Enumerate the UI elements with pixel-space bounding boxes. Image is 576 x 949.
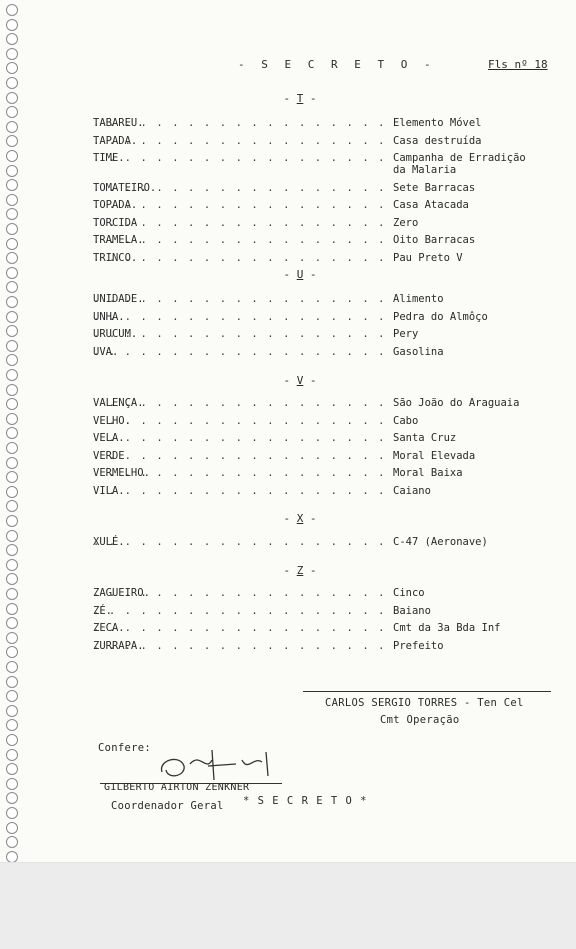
binder-hole [6, 77, 18, 89]
binder-hole [6, 281, 18, 293]
leader-dots [93, 217, 393, 231]
code-word: ZAGUEIRO. [93, 587, 150, 599]
code-word: VERMELHO. [93, 467, 150, 479]
coordinator-name: GILBERTO AIRTON ZENKNER [104, 782, 250, 793]
glossary-row [93, 622, 553, 636]
binder-hole [6, 252, 18, 264]
binder-hole [6, 150, 18, 162]
page-bottom-margin [0, 862, 576, 949]
binder-hole [6, 836, 18, 848]
leader-dots [93, 432, 393, 446]
code-word: UVA. [93, 345, 119, 358]
section-letter-text: X [296, 512, 304, 525]
binder-hole [6, 500, 18, 512]
binder-hole [6, 705, 18, 717]
binder-hole [6, 588, 18, 600]
binder-hole [6, 267, 18, 279]
binder-hole [6, 617, 18, 629]
binder-hole [6, 340, 18, 352]
binder-hole [6, 4, 18, 16]
section-letter-text: Z [296, 564, 304, 577]
code-meaning: Campanha de Erradição [393, 152, 526, 164]
binder-hole [6, 676, 18, 688]
code-meaning: Oito Barracas [393, 234, 476, 246]
code-meaning: Elemento Móvel [393, 117, 482, 129]
code-word: TORCIDA [93, 216, 138, 229]
glossary-row [93, 234, 553, 248]
glossary-row [93, 432, 553, 446]
page-number: Fls nº 18 [488, 58, 548, 71]
binder-hole [6, 471, 18, 483]
binder-hole [6, 661, 18, 673]
binder-hole [6, 208, 18, 220]
binder-hole [6, 48, 18, 60]
leader-dots [93, 415, 393, 429]
glossary-row [93, 450, 553, 464]
binder-hole [6, 749, 18, 761]
section-letter: - X - [283, 512, 317, 525]
binder-hole [6, 603, 18, 615]
code-meaning: Sete Barracas [393, 181, 476, 194]
binder-hole [6, 179, 18, 191]
leader-dots [93, 536, 393, 550]
code-word: ZÉ. [93, 604, 112, 617]
section-letter: - U - [283, 268, 317, 281]
binder-hole [6, 311, 18, 323]
glossary-row [93, 152, 553, 176]
binder-hole [6, 92, 18, 104]
binder-hole [6, 413, 18, 425]
glossary-row [93, 117, 553, 131]
code-meaning: Prefeito [393, 639, 444, 652]
handwritten-signature [150, 742, 290, 787]
glossary-row [93, 536, 553, 550]
glossary-row [93, 217, 553, 231]
code-word: VALENÇA. [93, 397, 144, 409]
section-letter-text: U [296, 268, 304, 281]
glossary-row [93, 587, 553, 601]
binder-hole [6, 296, 18, 308]
code-meaning: São João do Araguaia [393, 397, 520, 409]
binder-hole [6, 690, 18, 702]
signature-line [303, 691, 551, 692]
coordinator-role: Coordenador Geral [111, 800, 224, 812]
binder-hole [6, 354, 18, 366]
code-meaning: Caiano [393, 484, 431, 497]
binder-hole [6, 822, 18, 834]
code-meaning: Moral Elevada [393, 449, 476, 462]
leader-dots [93, 252, 393, 266]
binder-hole [6, 719, 18, 731]
binder-hole [6, 384, 18, 396]
code-meaning: Zero [393, 216, 419, 229]
binder-hole [6, 165, 18, 177]
binder-hole [6, 734, 18, 746]
binder-hole [6, 544, 18, 556]
binder-hole [6, 792, 18, 804]
code-word: TIME. [93, 152, 125, 164]
code-word: ZURRAPA. [93, 639, 144, 652]
code-meaning: Cmt da 3a Bda Inf [393, 622, 501, 634]
binder-hole [6, 194, 18, 206]
binder-hole [6, 121, 18, 133]
binder-hole [6, 530, 18, 542]
leader-dots [93, 605, 393, 619]
binder-holes [6, 0, 24, 880]
binder-hole [6, 559, 18, 571]
code-meaning-continued: da Malaria [393, 164, 457, 176]
code-meaning: Alimento [393, 293, 444, 305]
code-meaning: C-47 (Aeronave) [393, 536, 488, 548]
binder-hole [6, 763, 18, 775]
binder-hole [6, 325, 18, 337]
code-word: TOMATEIRO. [93, 181, 157, 194]
section-letter: - V - [283, 374, 317, 387]
leader-dots [93, 485, 393, 499]
glossary-row [93, 640, 553, 654]
leader-dots [93, 346, 393, 360]
glossary-row [93, 293, 553, 307]
glossary-row [93, 467, 553, 481]
code-word: UNIDADE. [93, 293, 144, 305]
code-word: TRINCO. [93, 251, 138, 264]
code-word: VELHO. [93, 414, 131, 427]
binder-hole [6, 369, 18, 381]
glossary-row [93, 397, 553, 411]
code-meaning: Gasolina [393, 345, 444, 358]
secret-header: - S E C R E T O - [238, 58, 436, 71]
code-meaning: Moral Baixa [393, 467, 463, 479]
leader-dots [93, 328, 393, 342]
section-letter: - T - [283, 92, 317, 105]
confere-label: Confere: [98, 742, 151, 754]
code-meaning: Pery [393, 328, 419, 340]
binder-hole [6, 646, 18, 658]
binder-hole [6, 19, 18, 31]
binder-hole [6, 62, 18, 74]
binder-hole [6, 632, 18, 644]
code-word: TOPADA. [93, 199, 138, 211]
code-meaning: Cabo [393, 414, 419, 427]
code-word: TRAMELA. [93, 234, 144, 246]
leader-dots [93, 152, 393, 166]
binder-hole [6, 33, 18, 45]
glossary-row [93, 199, 553, 213]
glossary-row [93, 605, 553, 619]
section-letter-text: V [296, 374, 304, 387]
binder-hole [6, 573, 18, 585]
glossary-row [93, 346, 553, 360]
binder-hole [6, 442, 18, 454]
code-word: TABAREU. [93, 117, 144, 129]
leader-dots [93, 450, 393, 464]
binder-hole [6, 457, 18, 469]
glossary-row [93, 328, 553, 342]
code-meaning: Casa Atacada [393, 199, 469, 211]
leader-dots [93, 199, 393, 213]
code-word: URUCUM. [93, 328, 138, 340]
code-meaning: Cinco [393, 587, 425, 599]
code-word: VERDE [93, 449, 125, 462]
signatory-role: Cmt Operação [380, 714, 460, 726]
code-meaning: Casa destruída [393, 134, 482, 147]
section-letter: - Z - [283, 564, 317, 577]
binder-hole [6, 515, 18, 527]
code-word: VELA. [93, 432, 125, 444]
secret-stamp-footer: * S E C R E T O * [243, 795, 368, 807]
leader-dots [93, 622, 393, 636]
binder-hole [6, 106, 18, 118]
glossary-row [93, 415, 553, 429]
binder-hole [6, 427, 18, 439]
glossary-row [93, 485, 553, 499]
code-meaning: Pedra do Almôço [393, 310, 488, 323]
binder-hole [6, 778, 18, 790]
code-word: XULÉ. [93, 536, 125, 548]
section-letter-text: T [296, 92, 304, 105]
code-meaning: Pau Preto V [393, 251, 463, 264]
code-word: ZECA. [93, 622, 125, 634]
leader-dots [93, 135, 393, 149]
binder-hole [6, 807, 18, 819]
code-word: TAPADA. [93, 134, 138, 147]
binder-hole [6, 851, 18, 863]
signatory-name: CARLOS SERGIO TORRES - Ten Cel [325, 697, 524, 709]
glossary-row [93, 311, 553, 325]
binder-hole [6, 135, 18, 147]
binder-hole [6, 486, 18, 498]
leader-dots [93, 311, 393, 325]
glossary-row [93, 252, 553, 266]
binder-hole [6, 238, 18, 250]
code-meaning: Baiano [393, 604, 431, 617]
glossary-row [93, 135, 553, 149]
code-word: UNHA. [93, 310, 125, 323]
glossary-row [93, 182, 553, 196]
binder-hole [6, 398, 18, 410]
code-meaning: Santa Cruz [393, 432, 457, 444]
binder-hole [6, 223, 18, 235]
code-word: VILA. [93, 484, 125, 497]
